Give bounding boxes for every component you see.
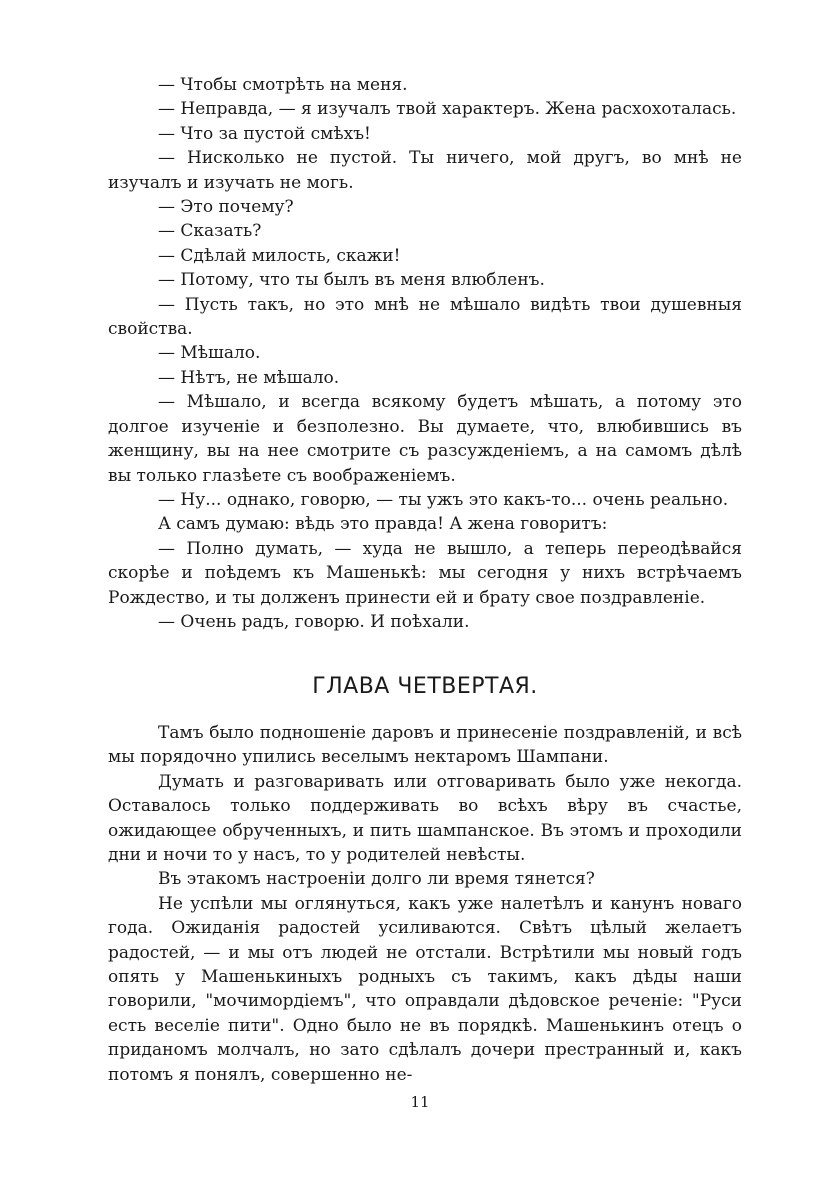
dialogue-line: — Мѣшало.	[158, 343, 261, 364]
page-number: 11	[410, 1093, 430, 1111]
dialogue-line: — Мѣшало, и всегда всякому будетъ мѣшать, а потому это долгое изученіе и безполезно. Вы думаете, что, влюбившись въ женщину, вы на нее смотрите съ разсужденіемъ, а на самомъ дѣлѣ вы только глазѣете съ воображеніемъ.	[108, 392, 742, 486]
dialogue-line: — Неправда, — я изучалъ твой характеръ. Жена расхохоталась.	[158, 99, 737, 120]
body-paragraph: Тамъ было подношеніе даровъ и принесеніе поздравленій, и всѣ мы порядочно упились веселымъ нектаромъ Шампани.	[108, 723, 742, 768]
dialogue-line: — Чтобы смотрѣть на меня.	[158, 75, 408, 95]
dialogue-line: — Ну... однако, говорю, — ты ужъ это какъ-то... очень реально.	[158, 489, 729, 510]
dialogue-line: — Потому, что ты былъ въ меня влюбленъ.	[158, 270, 545, 291]
dialogue-line: А самъ думаю: вѣдь это правда! А жена говоритъ:	[158, 514, 608, 535]
dialogue-block	[108, 73, 742, 634]
body-paragraph: Не успѣли мы оглянуться, какъ уже налетѣлъ и канунъ новаго года. Ожиданія радостей усиливаются. Свѣтъ цѣлый желаетъ радостей, — и мы отъ людей не отстали. Встрѣтили мы новый годъ опять у Машенькиныхъ родныхъ съ такимъ, какъ дѣды наши говорили, "мочимордіемъ", что оправдали дѣдовское реченіе: "Руси есть веселіе пити". Одно было не въ порядкѣ. Машенькинъ отецъ о приданомъ молчалъ, но зато сдѣлалъ дочери престранный и, какъ потомъ я понялъ, совершенно не-	[108, 893, 742, 1085]
dialogue-line: — Полно думать, — худа не вышло, а теперь переодѣвайся скорѣе и поѣдемъ къ Машенькѣ: мы сегодня у нихъ встрѣчаемъ Рождество, и ты долженъ принести ей и брату свое поздравленіе.	[108, 538, 742, 608]
dialogue-line: — Нѣтъ, не мѣшало.	[158, 367, 340, 388]
chapter-body	[108, 721, 742, 1087]
body-paragraph: Думать и разговаривать или отговаривать было уже некогда. Оставалось только поддерживать во всѣхъ вѣру въ счастье, ожидающее обрученныхъ, и пить шампанское. Въ этомъ и проходили дни и ночи то у насъ, то у родителей невѣсты.	[108, 771, 742, 866]
body-paragraph: Въ этакомъ настроеніи долго ли время тянется?	[158, 869, 595, 890]
dialogue-line: — Пусть такъ, но это мнѣ не мѣшало видѣть твои душевныя свойства.	[108, 294, 742, 340]
chapter-heading: ГЛАВА ЧЕТВЕРТАЯ.	[312, 674, 538, 699]
dialogue-line: — Очень радъ, говорю. И поѣхали.	[158, 611, 470, 632]
dialogue-line: — Нисколько не пустой. Ты ничего, мой другъ, во мнѣ не изучалъ и изучать не могь.	[108, 148, 742, 193]
dialogue-line: — Это почему?	[158, 197, 294, 218]
dialogue-line: — Сдѣлай милость, скажи!	[158, 245, 401, 266]
dialogue-line: — Сказать?	[158, 221, 262, 242]
dialogue-line: — Что за пустой смѣхъ!	[158, 123, 371, 144]
